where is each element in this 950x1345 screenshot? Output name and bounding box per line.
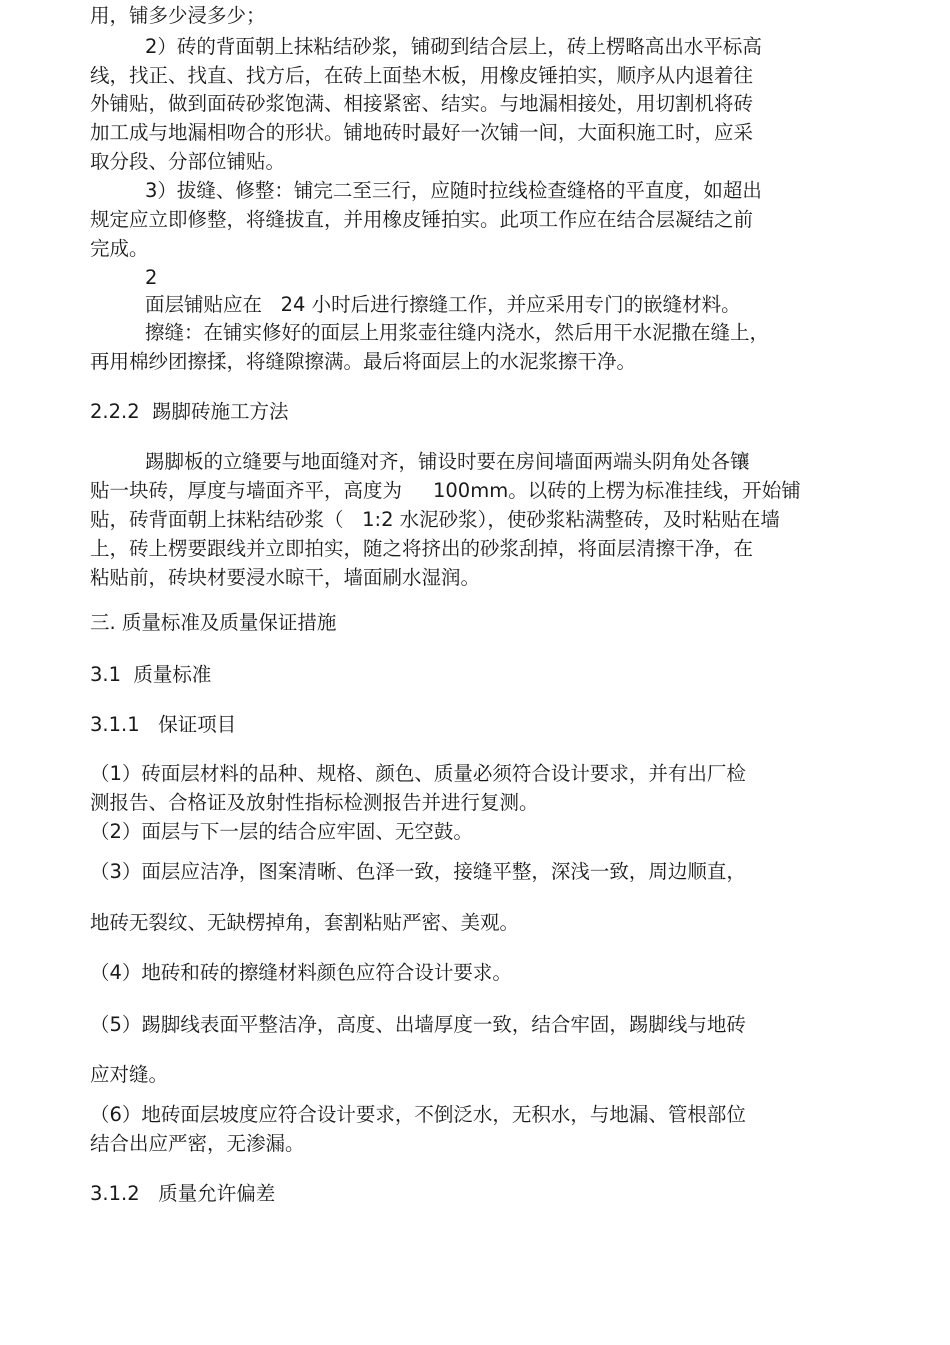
text-line: 2 <box>145 266 158 289</box>
text-line: 踢脚板的立缝要与地面缝对齐，铺设时要在房间墙面两端头阴角处各镶 <box>145 450 750 473</box>
section-heading: 3.1 质量标准 <box>90 663 212 686</box>
text-line: 外铺贴，做到面砖砂浆饱满、相接紧密、结实。与地漏相接处，用切割机将砖 <box>90 92 754 115</box>
text-line: 再用棉纱团擦揉，将缝隙擦满。最后将面层上的水泥浆擦干净。 <box>90 350 637 373</box>
text-line: 擦缝：在铺实修好的面层上用浆壶往缝内浇水，然后用干水泥撒在缝上， <box>145 321 770 344</box>
section-heading: 3.1.1 保证项目 <box>90 713 237 736</box>
text-line: 面层铺贴应在 24 小时后进行擦缝工作，并应采用专门的嵌缝材料。 <box>145 293 741 316</box>
text-line: 加工成与地漏相吻合的形状。铺地砖时最好一次铺一间，大面积施工时，应采 <box>90 121 754 144</box>
list-item: （5）踢脚线表面平整洁净，高度、出墙厚度一致，结合牢固，踢脚线与地砖 <box>90 1013 746 1036</box>
list-item: （2）面层与下一层的结合应牢固、无空鼓。 <box>90 820 473 843</box>
section-heading: 三. 质量标准及质量保证措施 <box>90 611 337 634</box>
list-item: （3）面层应洁净，图案清晰、色泽一致，接缝平整，深浅一致，周边顺直， <box>90 860 746 883</box>
text-line: 应对缝。 <box>90 1063 169 1086</box>
text-line: 结合出应严密，无渗漏。 <box>90 1132 305 1155</box>
text-line: 地砖无裂纹、无缺楞掉角，套割粘贴严密、美观。 <box>90 911 520 934</box>
text-line: 测报告、合格证及放射性指标检测报告并进行复测。 <box>90 791 539 814</box>
text-line: 粘贴前，砖块材要浸水晾干，墙面刷水湿润。 <box>90 566 481 589</box>
text-line: 取分段、分部位铺贴。 <box>90 150 286 173</box>
text-line: 2）砖的背面朝上抹粘结砂浆，铺砌到结合层上，砖上楞略高出水平标高 <box>145 35 762 58</box>
section-heading: 3.1.2 质量允许偏差 <box>90 1182 276 1205</box>
text-line: 用，铺多少浸多少； <box>90 4 266 27</box>
text-line: 3）拔缝、修整：铺完二至三行，应随时拉线检查缝格的平直度，如超出 <box>145 179 762 202</box>
list-item: （6）地砖面层坡度应符合设计要求，不倒泛水，无积水，与地漏、管根部位 <box>90 1103 746 1126</box>
section-heading: 2.2.2 踢脚砖施工方法 <box>90 400 289 423</box>
text-line: 贴，砖背面朝上抹粘结砂浆（ 1:2 水泥砂浆），使砂浆粘满整砖，及时粘贴在墙 <box>90 508 780 531</box>
text-line: 规定应立即修整，将缝拔直，并用橡皮锤拍实。此项工作应在结合层凝结之前 <box>90 208 754 231</box>
list-item: （1）砖面层材料的品种、规格、颜色、质量必须符合设计要求，并有出厂检 <box>90 762 746 785</box>
text-line: 完成。 <box>90 237 149 260</box>
list-item: （4）地砖和砖的擦缝材料颜色应符合设计要求。 <box>90 961 512 984</box>
text-line: 线，找正、找直、找方后，在砖上面垫木板，用橡皮锤拍实，顺序从内退着往 <box>90 64 754 87</box>
text-line: 贴一块砖，厚度与墙面齐平，高度为 100mm。以砖的上楞为标准挂线，开始铺 <box>90 479 801 502</box>
text-line: 上，砖上楞要跟线并立即拍实，随之将挤出的砂浆刮掉，将面层清擦干净，在 <box>90 537 754 560</box>
